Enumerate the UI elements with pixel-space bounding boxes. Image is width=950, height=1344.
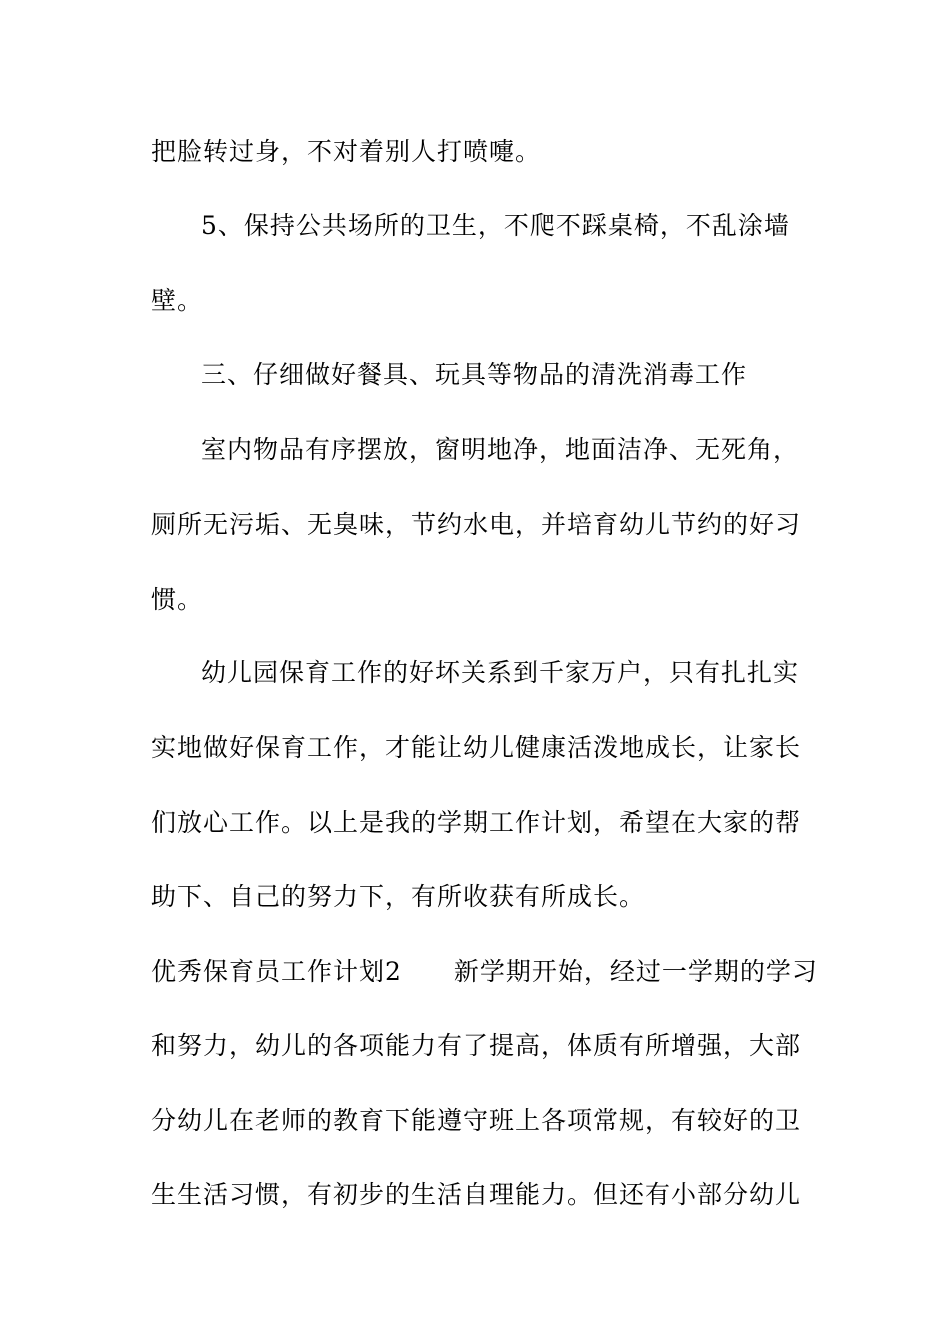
text-line: 们放心工作。以上是我的学期工作计划，希望在大家的帮 [151,808,802,837]
text-line: 惯。 [151,585,204,614]
text-line: 分幼儿在老师的教育下能遵守班上各项常规，有较好的卫 [151,1106,802,1135]
text-line: 把脸转过身，不对着别人打喷嚏。 [151,137,542,166]
text-line: 壁。 [151,286,204,315]
text-line: 生生活习惯，有初步的生活自理能力。但还有小部分幼儿 [151,1180,802,1209]
text-line: 助下、自己的努力下，有所收获有所成长。 [151,882,646,911]
text-line: 实地做好保育工作，才能让幼儿健康活泼地成长，让家长 [151,733,802,762]
text-line: 三、仔细做好餐具、玩具等物品的清洗消毒工作 [201,360,748,389]
section-heading-line [151,955,818,989]
text-line: 室内物品有序摆放，窗明地净，地面洁净、无死角， [201,435,800,464]
text-line: 和努力，幼儿的各项能力有了提高，体质有所增强，大部 [151,1031,802,1060]
section-first-text: 新学期开始，经过一学期的学习 [453,957,818,986]
section-heading: 优秀保育员工作计划2 [151,957,402,986]
text-line: 5、保持公共场所的卫生，不爬不踩桌椅，不乱涂墙 [201,211,790,240]
text-line: 厕所无污垢、无臭味，节约水电，并培育幼儿节约的好习 [151,510,802,539]
text-line: 幼儿园保育工作的好坏关系到千家万户，只有扎扎实 [201,658,800,687]
